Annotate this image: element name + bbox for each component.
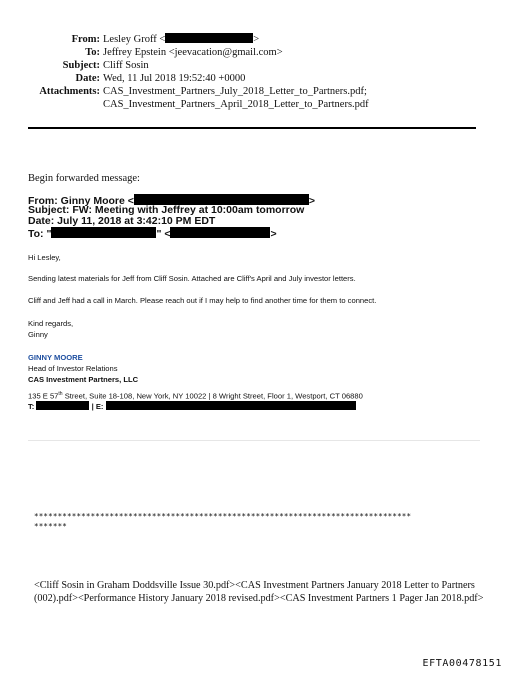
header-attachments-row <box>0 85 512 98</box>
attachments-label: Attachments: <box>39 86 100 97</box>
header-subject-row <box>0 59 512 72</box>
header-from-row <box>0 33 512 46</box>
body-divider <box>28 440 480 441</box>
date-label: Date: <box>75 73 100 84</box>
header-attachments-row-2 <box>0 98 512 111</box>
attachment-1[interactable]: CAS_Investment_Partners_July_2018_Letter_to_Partners.pdf; <box>103 86 367 97</box>
fwd-from-text: From: Ginny Moore < <box>28 195 134 207</box>
to-value: Jeffrey Epstein <jeevacation@gmail.com> <box>103 47 283 58</box>
date-value: Wed, 11 Jul 2018 19:52:40 +0000 <box>103 73 246 84</box>
from-value <box>103 33 259 46</box>
email-header <box>0 33 512 111</box>
fwd-date-line: Date: July 11, 2018 at 3:42:10 PM EDT <box>28 215 216 227</box>
attachment-list: <Cliff Sosin in Graham Doddsville Issue 30.pdf><CAS Investment Partners January 2018 Letter to Partners (002).pdf><Performance History January 2018 revised.pdf><CAS Investment Partners 1 Pager Jan 2018.pdf> <box>34 580 484 604</box>
from-label: From: <box>71 34 100 45</box>
message-paragraph-1: Sending latest materials for Jeff from Cliff Sosin. Attached are Cliff's April and July investor letters. <box>28 274 356 283</box>
redaction-box <box>106 401 356 410</box>
attachment-2[interactable]: CAS_Investment_Partners_April_2018_Letter_to_Partners.pdf <box>103 99 369 110</box>
redaction-box <box>165 33 253 43</box>
header-date-row <box>0 72 512 85</box>
forwarded-intro: Begin forwarded message: <box>28 173 140 184</box>
fwd-to-line <box>28 227 315 238</box>
redaction-box <box>51 227 156 238</box>
address-superscript: th <box>58 391 63 397</box>
fwd-to-close: > <box>270 228 277 240</box>
signature-contact <box>28 401 356 412</box>
address-rest: Street, Suite 18-108, New York, NY 10022 | 8 Wright Street, Floor 1, Westport, CT 06880 <box>62 391 363 401</box>
signature-company: CAS Investment Partners, LLC <box>28 375 139 384</box>
phone-label: T: <box>28 402 35 411</box>
email-label: | E: <box>91 402 104 411</box>
address-start: 135 E 57 <box>28 391 59 401</box>
message-paragraph-2: Cliff and Jeff had a call in March. Please reach out if I may help to find another time for them to connect. <box>28 296 377 305</box>
asterisk-line-2: ******* <box>34 522 68 531</box>
subject-label: Subject: <box>62 60 100 71</box>
header-to-row <box>0 46 512 59</box>
fwd-to-label: To: <box>28 228 44 240</box>
redaction-box <box>170 227 270 238</box>
to-label: To: <box>85 47 100 58</box>
fwd-to-quote: " <box>46 228 52 240</box>
fwd-subject-line: Subject: FW: Meeting with Jeffrey at 10:00am tomorrow <box>28 204 305 216</box>
asterisk-line-1: ******************************************************************************** <box>34 512 412 521</box>
document-id: EFTA00478151 <box>422 658 502 669</box>
header-divider <box>28 127 476 129</box>
from-sender: Lesley Groff < <box>103 34 166 45</box>
signature-name: GINNY MOORE <box>28 353 83 362</box>
message-greeting: Hi Lesley, <box>28 253 61 262</box>
redaction-box <box>36 401 89 410</box>
fwd-to-quote-close: " < <box>156 228 171 240</box>
signature-address <box>28 389 363 402</box>
message-closing: Kind regards, <box>28 319 74 328</box>
message-closing-name: Ginny <box>28 330 48 339</box>
from-close: > <box>253 34 260 45</box>
forwarded-header <box>28 194 315 238</box>
fwd-from-close: > <box>308 195 316 207</box>
signature-title: Head of Investor Relations <box>28 364 118 373</box>
subject-value: Cliff Sosin <box>103 60 149 71</box>
